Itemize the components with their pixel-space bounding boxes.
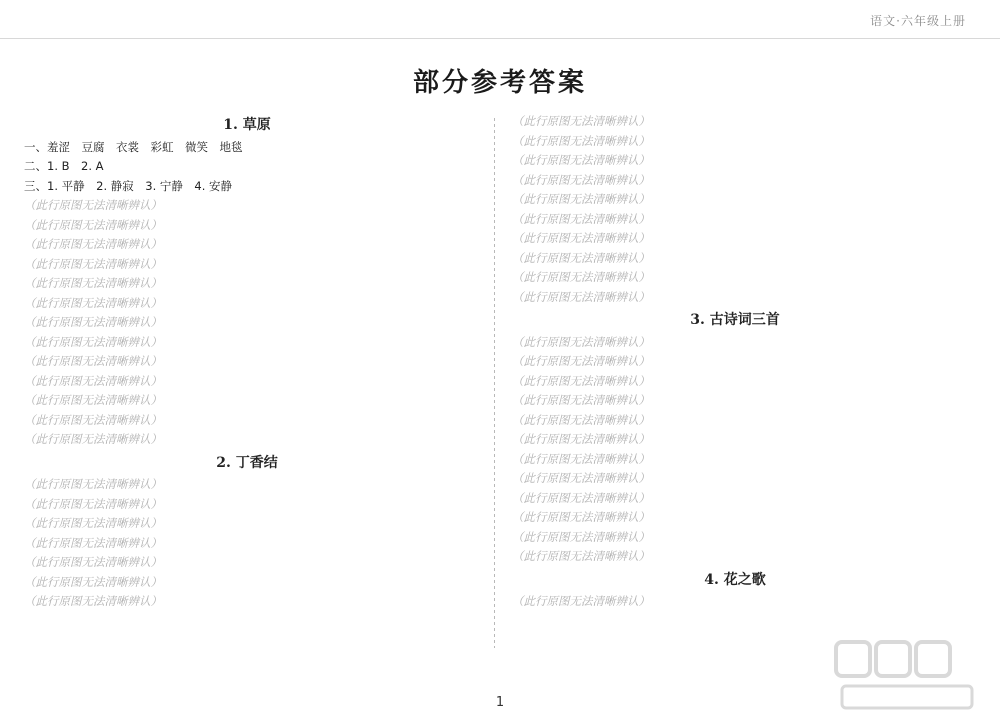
answer-line: （此行原图无法清晰辨认） — [24, 276, 162, 290]
answer-line: （此行原图无法清晰辨认） — [24, 256, 162, 271]
answer-line: 一、羞涩 豆腐 衣裳 彩虹 微笑 地毯 — [24, 139, 243, 154]
answer-line: （此行原图无法清晰辨认） — [24, 432, 162, 446]
answer-line: （此行原图无法清晰辨认） — [24, 373, 162, 388]
page-title: 部分参考答案 — [412, 68, 587, 98]
section-title: 1. 草原 — [223, 117, 271, 133]
answer-line: （此行原图无法清晰辨认） — [512, 549, 650, 563]
answer-line: （此行原图无法清晰辨认） — [24, 198, 162, 212]
page-number: 1 — [495, 695, 505, 710]
answer-line: （此行原图无法清晰辨认） — [512, 354, 650, 368]
answer-line: （此行原图无法清晰辨认） — [512, 510, 650, 524]
answer-line: （此行原图无法清晰辨认） — [512, 529, 650, 544]
answer-line: （此行原图无法清晰辨认） — [512, 114, 650, 128]
course-label: 语文·六年级上册 — [870, 14, 966, 28]
answer-line: （此行原图无法清晰辨认） — [24, 237, 162, 251]
section-title: 4. 花之歌 — [704, 571, 766, 588]
column-divider — [494, 118, 495, 648]
answer-line: （此行原图无法清晰辨认） — [512, 153, 650, 167]
answer-line: 二、1. B 2. A — [24, 159, 104, 173]
watermark-logo-icon — [832, 636, 982, 716]
answer-line: （此行原图无法清晰辨认） — [24, 555, 162, 569]
answer-line: （此行原图无法清晰辨认） — [512, 289, 650, 304]
answer-line: （此行原图无法清晰辨认） — [512, 133, 650, 148]
answer-line: （此行原图无法清晰辨认） — [512, 393, 650, 407]
answer-line: （此行原图无法清晰辨认） — [24, 315, 162, 329]
page-header — [0, 0, 1000, 39]
answer-line: （此行原图无法清晰辨认） — [24, 217, 162, 232]
answer-line: （此行原图无法清晰辨认） — [24, 477, 162, 491]
answer-line: （此行原图无法清晰辨认） — [24, 594, 162, 608]
answer-line: （此行原图无法清晰辨认） — [512, 594, 650, 608]
answer-line: （此行原图无法清晰辨认） — [24, 354, 162, 368]
answer-line: （此行原图无法清晰辨认） — [512, 373, 650, 388]
answer-line: （此行原图无法清晰辨认） — [24, 412, 162, 427]
answer-line: （此行原图无法清晰辨认） — [512, 490, 650, 505]
answer-line: （此行原图无法清晰辨认） — [24, 334, 162, 349]
answer-line: （此行原图无法清晰辨认） — [24, 535, 162, 550]
answer-line: （此行原图无法清晰辨认） — [512, 451, 650, 466]
answer-line: （此行原图无法清晰辨认） — [24, 516, 162, 530]
answer-line: （此行原图无法清晰辨认） — [512, 412, 650, 427]
answer-line: （此行原图无法清晰辨认） — [512, 231, 650, 245]
left-column — [24, 112, 470, 612]
answer-line: （此行原图无法清晰辨认） — [24, 393, 162, 407]
answer-line: （此行原图无法清晰辨认） — [24, 574, 162, 589]
section-title: 3. 古诗词三首 — [690, 312, 780, 328]
section-title: 2. 丁香结 — [216, 454, 278, 471]
answer-line: （此行原图无法清晰辨认） — [512, 334, 650, 349]
answer-line: （此行原图无法清晰辨认） — [512, 211, 650, 226]
answer-line: （此行原图无法清晰辨认） — [24, 496, 162, 511]
answer-line: （此行原图无法清晰辨认） — [512, 270, 650, 284]
answer-line: （此行原图无法清晰辨认） — [512, 192, 650, 206]
answer-line: （此行原图无法清晰辨认） — [512, 471, 650, 485]
right-column — [512, 112, 958, 612]
answer-line: 三、1. 平静 2. 静寂 3. 宁静 4. 安静 — [24, 178, 233, 193]
answer-line: （此行原图无法清晰辨认） — [512, 172, 650, 187]
answer-line: （此行原图无法清晰辨认） — [24, 295, 162, 310]
answer-line: （此行原图无法清晰辨认） — [512, 250, 650, 265]
answer-line: （此行原图无法清晰辨认） — [512, 432, 650, 446]
